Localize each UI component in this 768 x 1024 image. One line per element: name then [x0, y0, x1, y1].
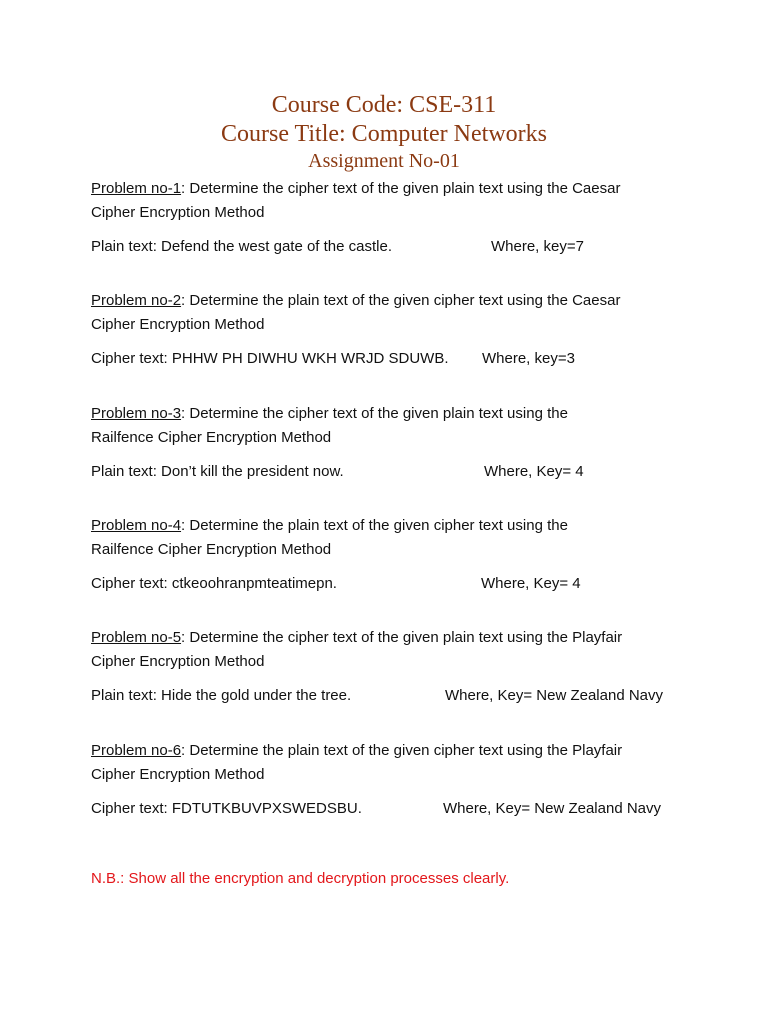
problem-desc-line2: Cipher Encryption Method: [91, 653, 265, 670]
problem-desc-line2: Railfence Cipher Encryption Method: [91, 429, 332, 446]
problem-description: [91, 514, 711, 538]
problem-3: [91, 402, 711, 484]
nb-note: N.B.: Show all the encryption and decryption processes clearly.: [91, 870, 510, 887]
problem-desc-line2: Cipher Encryption Method: [91, 766, 265, 783]
problem-description: [91, 289, 711, 313]
problem-description: [91, 739, 711, 763]
key-text: Where, Key= 4: [481, 575, 581, 592]
key-text: Where, Key= New Zealand Navy: [445, 687, 664, 704]
problem-desc-line2: Cipher Encryption Method: [91, 204, 265, 221]
problem-label: Problem no-4: [91, 517, 182, 534]
problem-label: Problem no-2: [91, 292, 182, 309]
course-code: Course Code: CSE-311: [271, 92, 497, 118]
problem-given: [91, 347, 711, 371]
problem-given: [91, 684, 711, 708]
problem-description: [91, 402, 711, 426]
problem-5: [91, 626, 711, 708]
problem-2: [91, 289, 711, 371]
given-text: Plain text: Don’t kill the president now.: [91, 463, 344, 480]
problem-desc-line1: : Determine the plain text of the given cipher text using the Playfair: [181, 742, 623, 759]
problem-label: Problem no-1: [91, 180, 182, 197]
given-text: Cipher text: PHHW PH DIWHU WKH WRJD SDUWB.: [91, 350, 449, 367]
given-text: Plain text: Defend the west gate of the castle.: [91, 238, 393, 255]
given-text: Plain text: Hide the gold under the tree.: [91, 687, 352, 704]
key-text: Where, Key= 4: [484, 463, 584, 480]
problem-desc-line2: Railfence Cipher Encryption Method: [91, 541, 332, 558]
problem-given: [91, 235, 711, 259]
problem-given: [91, 460, 711, 484]
problem-given: [91, 797, 711, 821]
problem-label: Problem no-6: [91, 742, 182, 759]
problem-description: [91, 626, 711, 650]
assignment-number: Assignment No-01: [308, 150, 460, 172]
key-text: Where, Key= New Zealand Navy: [443, 800, 662, 817]
problem-4: [91, 514, 711, 596]
problem-label: Problem no-3: [91, 405, 182, 422]
problem-6: [91, 739, 711, 821]
problem-desc-line1: : Determine the cipher text of the given plain text using the Caesar: [181, 180, 621, 197]
problem-description: [91, 177, 711, 201]
problem-label: Problem no-5: [91, 629, 182, 646]
problem-given: [91, 572, 711, 596]
problem-desc-line1: : Determine the plain text of the given cipher text using the: [181, 517, 568, 534]
problem-desc-line1: : Determine the plain text of the given cipher text using the Caesar: [181, 292, 621, 309]
problem-1: [91, 177, 711, 259]
problem-desc-line1: : Determine the cipher text of the given plain text using the Playfair: [181, 629, 623, 646]
course-title: Course Title: Computer Networks: [220, 121, 547, 147]
given-text: Cipher text: FDTUTKBUVPXSWEDSBU.: [91, 800, 362, 817]
problem-desc-line2: Cipher Encryption Method: [91, 316, 265, 333]
key-text: Where, key=3: [482, 350, 575, 367]
given-text: Cipher text: ctkeoohranpmteatimepn.: [91, 575, 337, 592]
key-text: Where, key=7: [491, 238, 584, 255]
problem-desc-line1: : Determine the cipher text of the given plain text using the: [181, 405, 568, 422]
